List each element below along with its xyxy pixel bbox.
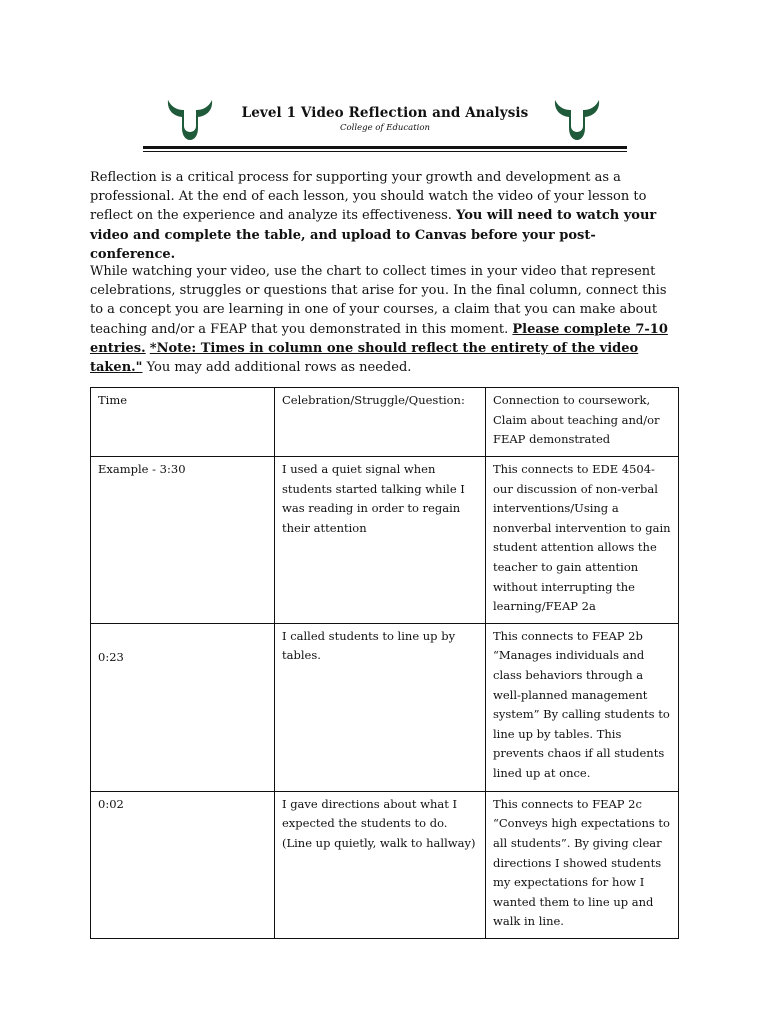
connection-cell[interactable]: This connects to FEAP 2c “Conveys high expectations to all students”. By giving clear directions I showed students my expectations for how I wanted them to line up and walk in line.: [486, 791, 679, 938]
reflection-table: [90, 387, 679, 939]
time-cell[interactable]: 0:23: [91, 623, 275, 791]
event-cell[interactable]: I used a quiet signal when students started talking while I was reading in order to regain their attention: [275, 457, 486, 624]
times-note: *Note: Times in column one should reflect the entirety of the video taken.": [90, 340, 639, 376]
page-title: Level 1 Video Reflection and Analysis: [241, 105, 529, 121]
intro-p2-tail: You may add additional rows as needed.: [146, 360, 412, 376]
bull-horns-logo-icon: [552, 96, 602, 142]
header-connection: Connection to coursework, Claim about teaching and/or FEAP demonstrated: [486, 388, 679, 457]
table-row: [91, 457, 679, 624]
connection-cell[interactable]: This connects to FEAP 2b “Manages individuals and class behaviors through a well-planned management system” By calling students to line up by tables. This prevents chaos if all students lined up at once.: [486, 623, 679, 791]
intro-p1-instruction: You will need to watch your video and complete the table, and upload to Canvas before your post-conference.: [90, 208, 657, 262]
intro-paragraph-1: [90, 168, 680, 264]
intro-p2-text: While watching your video, use the chart to collect times in your video that represent celebrations, struggles or questions that arise for you. In the final column, connect this to a concept you are learning in one of your courses, a claim that you can make about teaching and/or a FEAP that you demonstrated in this moment.: [90, 264, 667, 337]
header-celebration-struggle-question: Celebration/Struggle/Question:: [275, 388, 486, 457]
event-cell[interactable]: I gave directions about what I expected the students to do. (Line up quietly, walk to hallway): [275, 791, 486, 938]
header-rule-thin: [143, 151, 627, 152]
header-time: Time: [91, 388, 275, 457]
table-header-row: [91, 388, 679, 457]
intro-p1-text: Reflection is a critical process for supporting your growth and development as a professional. At the end of each lesson, you should watch the video of your lesson to reflect on the experience and analyze its effectiveness.: [90, 170, 647, 224]
intro-paragraph-2: [90, 262, 680, 377]
time-cell[interactable]: Example - 3:30: [91, 457, 275, 624]
connection-cell[interactable]: This connects to EDE 4504-our discussion of non-verbal interventions/Using a nonverbal intervention to gain student attention allows the teacher to gain attention without interrupting the learning/FEAP 2a: [486, 457, 679, 624]
document-header: [143, 96, 627, 148]
page-subtitle: College of Education: [340, 123, 430, 133]
entries-requirement: Please complete 7-10 entries.: [90, 321, 668, 356]
bull-horns-logo-icon: [165, 96, 215, 142]
time-cell[interactable]: 0:02: [91, 791, 275, 938]
table-row: [91, 623, 679, 791]
table-row: [91, 791, 679, 938]
header-rule-thick: [143, 146, 627, 149]
event-cell[interactable]: I called students to line up by tables.: [275, 623, 486, 791]
title-block: [213, 105, 557, 133]
